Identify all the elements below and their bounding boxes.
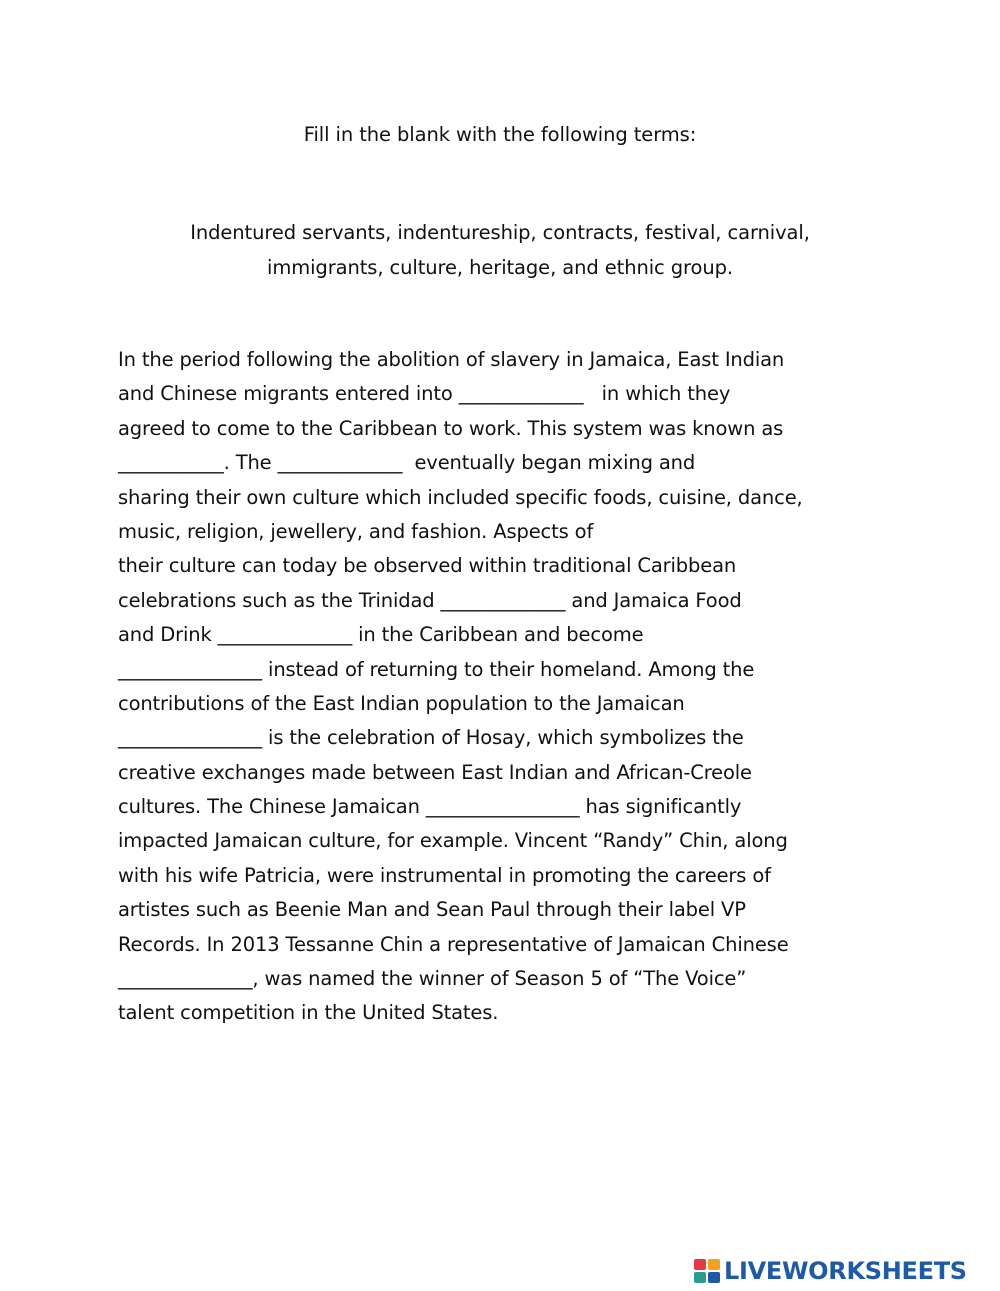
passage-line: agreed to come to the Caribbean to work. This system was known as [118,416,784,440]
logo-text: LIVEWORKSHEETS [724,1257,967,1285]
passage-line: their culture can today be observed within traditional Caribbean [118,554,737,578]
passage-line: _______________ is the celebration of Hosay, which symbolizes the [118,726,744,750]
liveworksheets-logo [694,1256,967,1286]
logo-square-red [694,1259,706,1270]
passage-line: with his wife Patricia, were instrumental in promoting the careers of [118,863,771,887]
word-bank-line-2: immigrants, culture, heritage, and ethnic group. [267,256,733,279]
passage-line: celebrations such as the Trinidad _____________ and Jamaica Food [118,588,742,612]
passage-line: talent competition in the United States. [118,1001,499,1025]
logo-square-orange [708,1259,720,1270]
passage-line: contributions of the East Indian population to the Jamaican [118,691,685,715]
liveworksheets-logo-icon [694,1259,720,1283]
passage-line: and Drink ______________ in the Caribbean and become [118,623,644,647]
passage-line: ___________. The _____________ eventually began mixing and [118,451,696,475]
passage-line: creative exchanges made between East Indian and African-Creole [118,760,752,784]
passage-line: impacted Jamaican culture, for example. Vincent “Randy” Chin, along [118,829,788,853]
passage-line: In the period following the abolition of slavery in Jamaica, East Indian [118,348,785,371]
passage-line: sharing their own culture which included specific foods, cuisine, dance, [118,485,803,509]
passage-line: and Chinese migrants entered into _____________ in which they [118,382,731,406]
passage-line: cultures. The Chinese Jamaican ________________ has significantly [118,795,742,819]
logo-square-teal [694,1272,706,1283]
word-bank [120,215,880,285]
passage-line: music, religion, jewellery, and fashion. Aspects of [118,519,594,543]
instruction-heading: Fill in the blank with the following terms: [303,123,697,146]
passage-line: artistes such as Beenie Man and Sean Paul through their label VP [118,898,746,922]
passage-line: Records. In 2013 Tessanne Chin a representative of Jamaican Chinese [118,932,789,956]
passage-line: _______________ instead of returning to their homeland. Among the [118,657,755,681]
passage-line: ______________, was named the winner of Season 5 of “The Voice” [118,967,747,991]
fill-in-passage [118,343,908,1031]
word-bank-line-1: Indentured servants, indentureship, contracts, festival, carnival, [190,221,810,244]
logo-square-blue [708,1272,720,1283]
